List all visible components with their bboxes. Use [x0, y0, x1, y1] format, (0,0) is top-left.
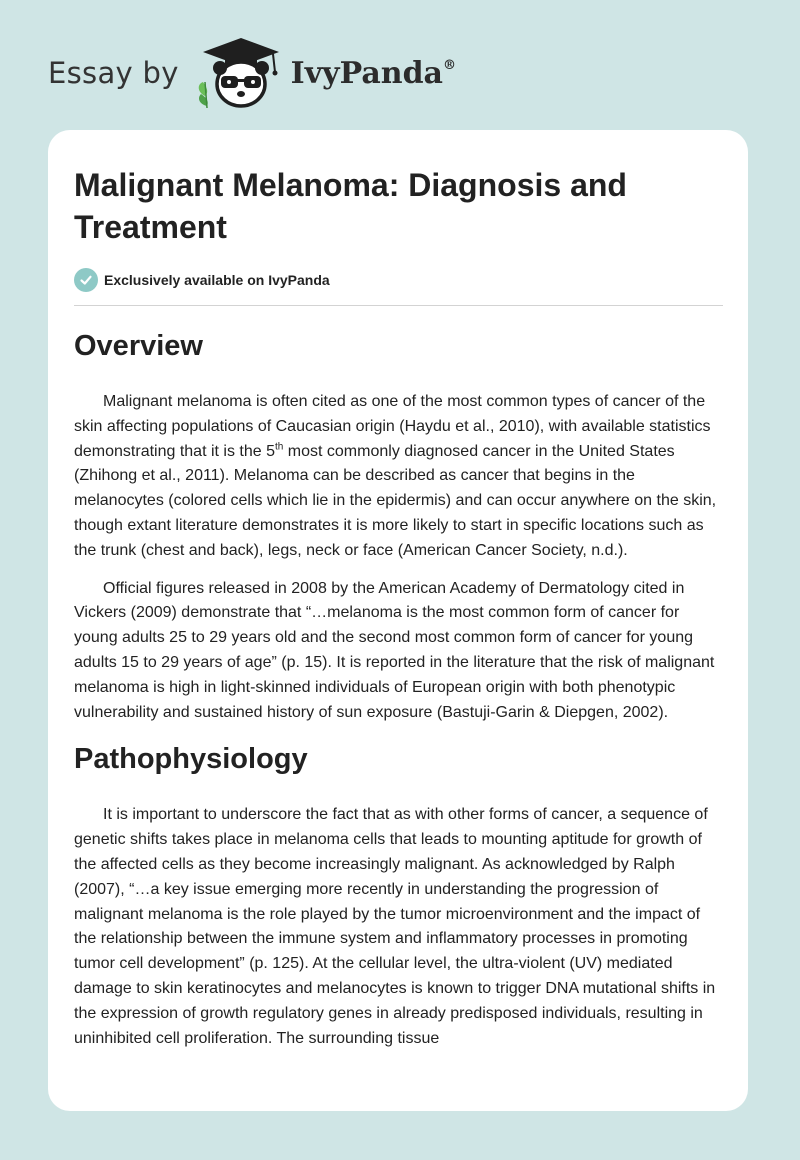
article-title: Malignant Melanoma: Diagnosis and Treatment [74, 167, 627, 245]
panda-logo-icon[interactable] [195, 36, 287, 110]
check-icon [74, 268, 98, 292]
registered-mark: ® [443, 57, 456, 73]
section-heading-overview: Overview [74, 330, 203, 362]
paragraph: Malignant melanoma is often cited as one of the most common types of cancer of the skin affecting populations of Caucasian origin (Haydu et al., 2010), with available statistics demonstrating that it is the 5th most commonly diagnosed cancer in the United States (Zhihong et al., 2011). Melanoma can be described as cancer that begins in the melanocytes (colored cells which lie in the epidermis) and can occur anywhere on the skin, though extant literature demonstrates it is more likely to start in specific locations such as the trunk (chest and back), legs, neck or face (American Cancer Society, n.d.). [74, 393, 717, 559]
paragraph: It is important to underscore the fact that as with other forms of cancer, a sequence of genetic shifts takes place in melanoma cells that leads to mounting aptitude for growth of the affected cells as they become increasingly malignant. As acknowledged by Ralph (2007), “…a key issue emerging more recently in understanding the progression of malignant melanoma is the role played by the tumor microenvironment and the impact of the relationship between the immune system and inflammatory processes in promoting tumor cell development” (p. 125). At the cellular level, the ultra-violent (UV) mediated damage to skin keratinocytes and melanocytes is known to trigger DNA mutational shifts in the expression of growth regulatory genes in already predisposed individuals, resulting in uninhibited cell proliferation. The surrounding tissue [74, 806, 716, 1047]
title-divider [74, 305, 723, 306]
brand-name[interactable]: IvyPanda® [290, 55, 456, 91]
site-header [48, 36, 456, 110]
section-heading-pathophysiology: Pathophysiology [74, 743, 308, 776]
exclusive-label: Exclusively available on IvyPanda [104, 272, 330, 288]
exclusive-badge [74, 268, 723, 292]
article-card [48, 130, 748, 1111]
essay-by-label: Essay by [48, 56, 179, 90]
paragraph: Official figures released in 2008 by the American Academy of Dermatology cited in Vickers (2009) demonstrate that “…melanoma is the most common form of cancer for young adults 25 to 29 years old and the second most common form of cancer for young adults 15 to 29 years of age” (p. 15). It is reported in the literature that the risk of malignant melanoma is high in light-skinned individuals of European origin with both phenotypic vulnerability and sustained history of sun exposure (Bastuji-Garin & Diepgen, 2002). [74, 579, 715, 721]
